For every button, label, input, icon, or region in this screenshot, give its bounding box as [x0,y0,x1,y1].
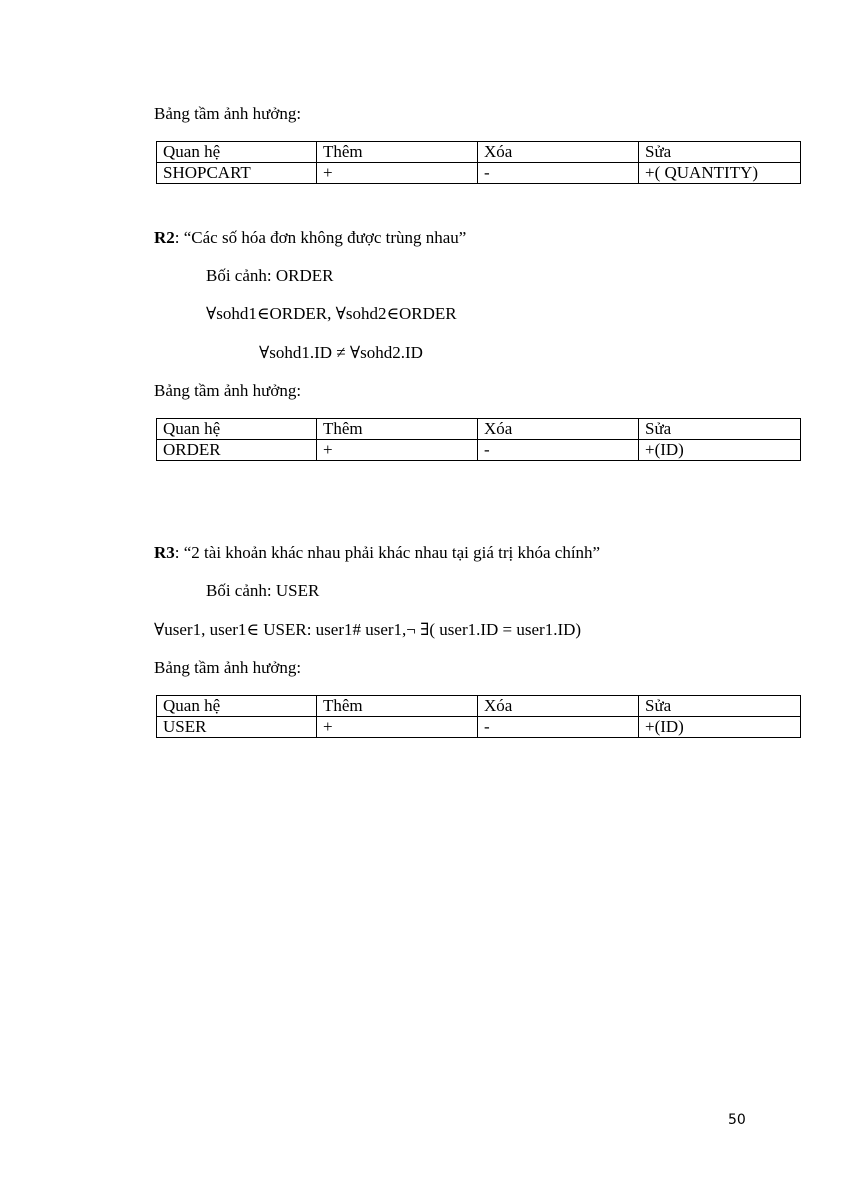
header-cell-insert: Thêm [317,142,478,163]
header-cell-insert: Thêm [317,696,478,717]
cell-relation: SHOPCART [157,163,317,184]
formula-r3: ∀user1, user1∈ USER: user1# user1,¬ ∃( user1.ID = user1.ID) [154,620,582,639]
formula-r2-line1: ∀sohd1∈ORDER, ∀sohd2∈ORDER [206,304,457,323]
cell-update: +( QUANTITY) [639,163,801,184]
impact-table-label-r3: Bảng tầm ảnh hưởng: [154,658,302,677]
cell-insert: + [317,717,478,738]
table-header-row [157,419,801,440]
header-cell-update: Sửa [639,696,801,717]
header-cell-delete: Xóa [478,696,639,717]
rule-id: R3 [154,543,175,562]
header-cell-delete: Xóa [478,419,639,440]
rule-text: : “Các số hóa đơn không được trùng nhau” [174,228,467,247]
table-row [157,163,801,184]
impact-table-label-r1: Bảng tầm ảnh hưởng: [154,104,302,123]
table-header-row [157,696,801,717]
table-row [157,717,801,738]
cell-delete: - [478,440,639,461]
header-cell-insert: Thêm [317,419,478,440]
rule-id: R2 [154,228,175,247]
cell-delete: - [478,163,639,184]
page-number: 50 [728,1112,746,1128]
cell-insert: + [317,440,478,461]
impact-table-r3 [156,695,801,738]
header-cell-relation: Quan hệ [157,419,317,440]
context-r3: Bối cảnh: USER [206,581,320,600]
formula-r2-line2: ∀sohd1.ID ≠ ∀sohd2.ID [259,343,423,362]
cell-update: +(ID) [639,717,801,738]
impact-table-r1 [156,141,801,184]
rule-heading-r3 [154,543,600,563]
cell-relation: USER [157,717,317,738]
cell-update: +(ID) [639,440,801,461]
cell-delete: - [478,717,639,738]
header-cell-update: Sửa [639,419,801,440]
header-cell-relation: Quan hệ [157,142,317,163]
header-cell-update: Sửa [639,142,801,163]
table-row [157,440,801,461]
rule-heading-r2 [154,228,466,248]
header-cell-relation: Quan hệ [157,696,317,717]
cell-relation: ORDER [157,440,317,461]
rule-text: : “2 tài khoản khác nhau phải khác nhau tại giá trị khóa chính” [174,543,601,562]
cell-insert: + [317,163,478,184]
impact-table-label-r2: Bảng tầm ảnh hưởng: [154,381,302,400]
header-cell-delete: Xóa [478,142,639,163]
table-header-row [157,142,801,163]
impact-table-r2 [156,418,801,461]
context-r2: Bối cảnh: ORDER [206,266,334,285]
